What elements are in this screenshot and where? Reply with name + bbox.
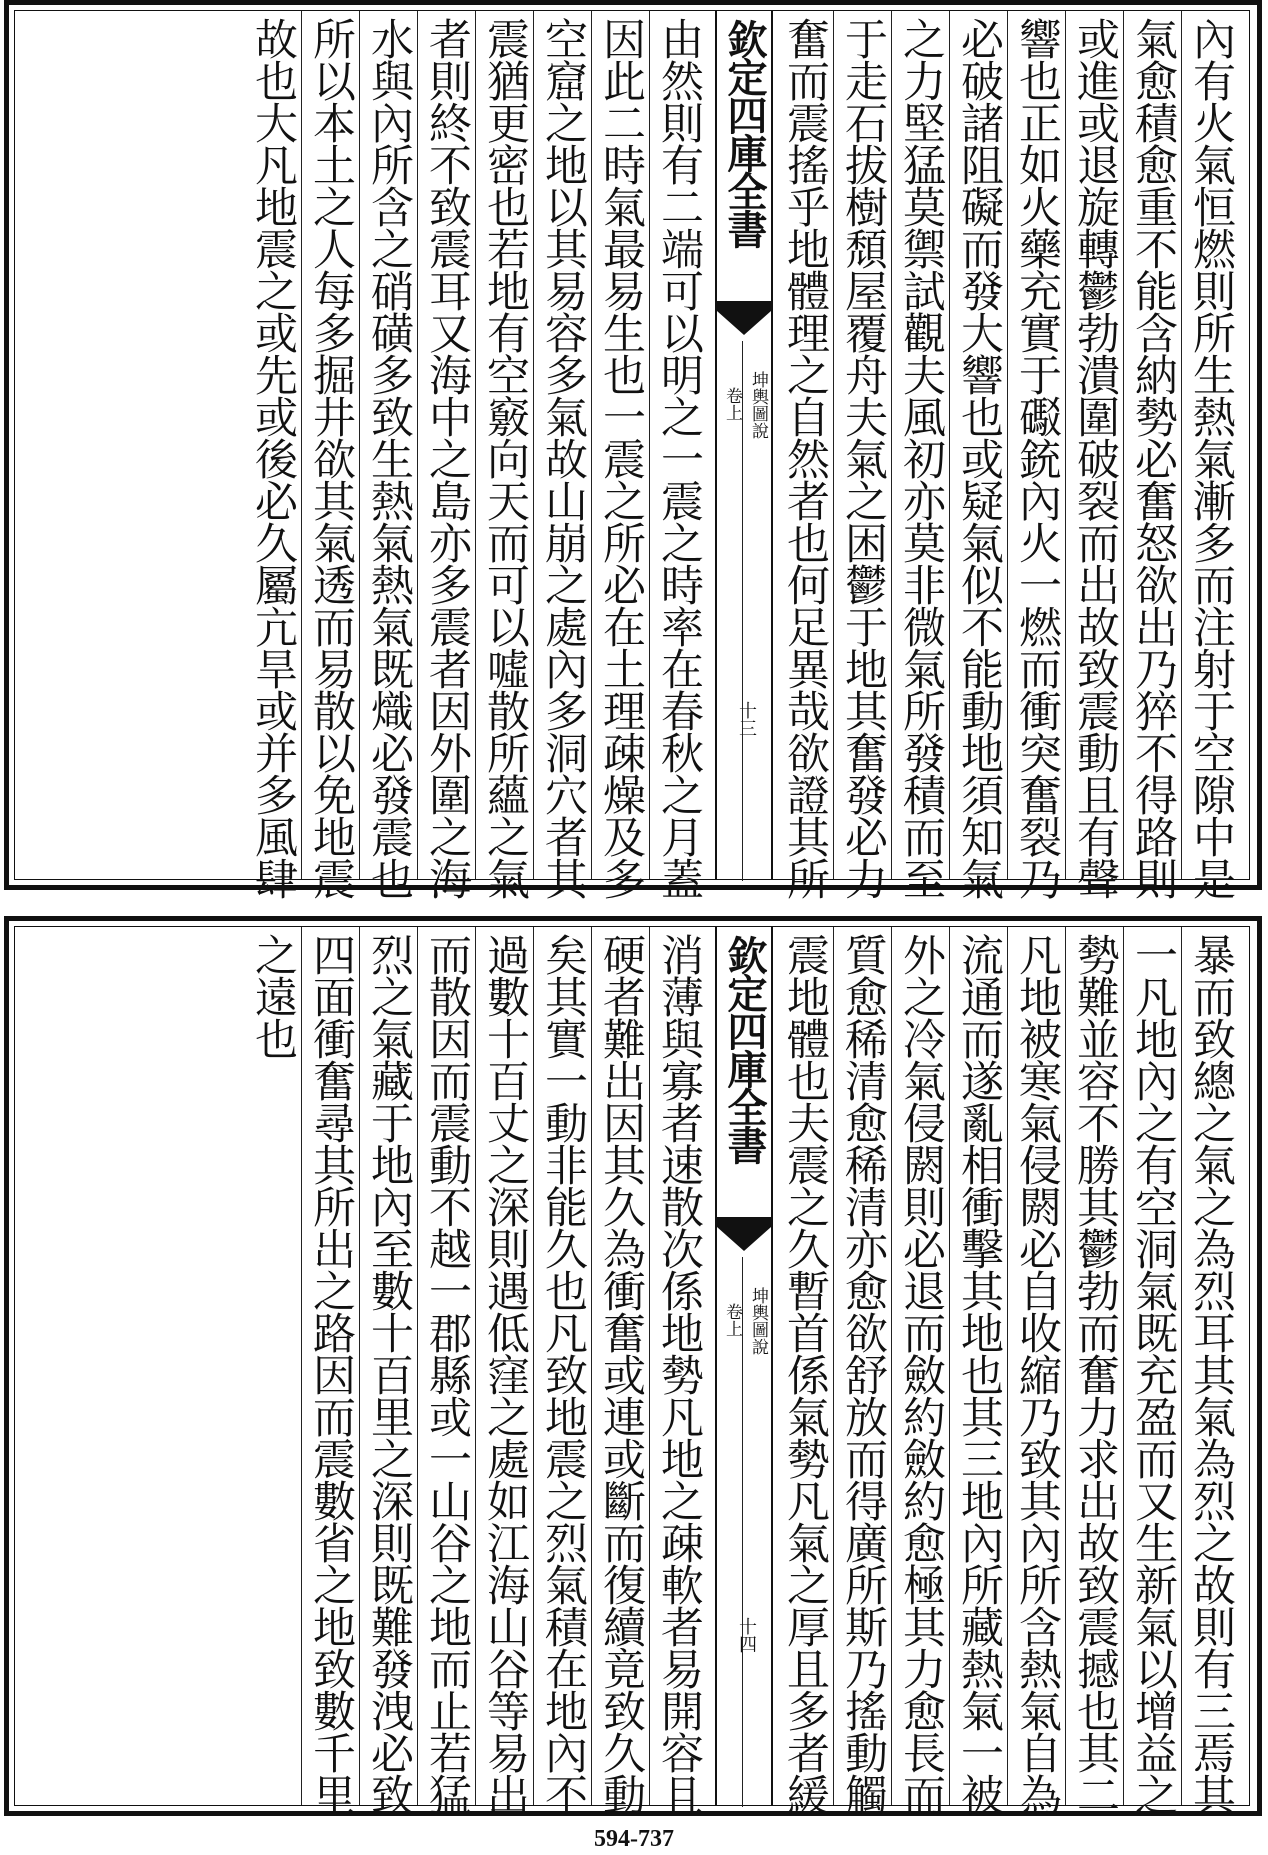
text-column — [363, 11, 415, 899]
column-text: 響也正如火藥充實于礟銃內火一燃而衝突奮裂乃 — [1012, 17, 1062, 899]
text-column — [1127, 11, 1179, 899]
volume-label: 卷上 — [722, 387, 742, 421]
column-text: 凡地被寒氣侵閼必自收縮乃致其內所含熱氣自為 — [1012, 933, 1062, 1815]
volume-label: 卷上 — [722, 1303, 742, 1337]
column-text: 或進或退旋轉鬱勃潰圍破裂而出故致震動且有聲 — [1070, 17, 1120, 899]
text-column — [1069, 927, 1121, 1815]
column-text: 由然則有二端可以明之一震之時率在春秋之月蓋 — [654, 17, 704, 899]
book-title: 欽定四庫全書 — [721, 935, 768, 1163]
text-column — [363, 927, 415, 1815]
column-rule — [1181, 11, 1182, 879]
text-column — [537, 927, 589, 1815]
column-text: 一凡地內之有空洞氣既充盈而又生新氣以增益之 — [1128, 933, 1178, 1815]
column-rule — [833, 927, 834, 1805]
center-fold — [715, 11, 773, 879]
book-title: 欽定四庫全書 — [721, 19, 768, 247]
text-column — [305, 927, 357, 1815]
column-text: 外之冷氣侵閼則必退而斂約斂約愈極其力愈長而 — [896, 933, 946, 1815]
column-rule — [1123, 11, 1124, 879]
column-text: 勢難並容不勝其鬱勃而奮力求出故致震撼也其二 — [1070, 933, 1120, 1815]
column-rule — [301, 927, 302, 1805]
text-column — [1069, 11, 1121, 899]
column-rule — [649, 927, 650, 1805]
column-text: 流通而遂亂相衝擊其地也其三地內所藏熱氣一被 — [954, 933, 1004, 1815]
column-text: 內有火氣恒燃則所生熱氣漸多而注射于空隙中是 — [1186, 17, 1236, 899]
column-rule — [417, 11, 418, 879]
top-page — [0, 0, 1268, 899]
text-column — [779, 927, 831, 1815]
column-rule — [417, 927, 418, 1805]
text-column — [837, 11, 889, 899]
column-text: 而散因而震動不越一郡縣或一山谷之地而止若猛 — [422, 933, 472, 1815]
column-rule — [359, 11, 360, 879]
column-rule — [475, 927, 476, 1805]
column-text: 震地體也夫震之久暫首係氣勢凡氣之厚且多者緩 — [780, 933, 830, 1815]
column-text: 消薄與寡者速散次係地勢凡地之疎軟者易開容且 — [654, 933, 704, 1815]
column-rule — [949, 11, 950, 879]
text-column — [305, 11, 357, 899]
column-text: 所以本土之人每多掘井欲其氣透而易散以免地震 — [306, 17, 356, 899]
bottom-page — [0, 916, 1268, 1830]
column-text: 之力堅猛莫禦試觀夫風初亦莫非微氣所發積而至 — [896, 17, 946, 899]
column-rule — [1065, 927, 1066, 1805]
column-rule — [359, 927, 360, 1805]
fishtail-mark — [717, 1217, 771, 1257]
column-text: 烈之氣藏于地內至數十百里之深則既難發洩必致 — [364, 933, 414, 1815]
text-column — [653, 11, 705, 899]
text-column — [421, 927, 473, 1815]
column-rule — [591, 927, 592, 1805]
text-column — [247, 11, 299, 899]
column-text: 過數十百丈之深則遇低窪之處如江海山谷等易出 — [480, 933, 530, 1815]
text-column — [595, 927, 647, 1815]
column-text: 暴而致總之氣之為烈耳其氣為烈之故則有三焉其 — [1186, 933, 1236, 1815]
column-text: 必破諸阻礙而發大響也或疑氣似不能動地須知氣 — [954, 17, 1004, 899]
column-rule — [649, 11, 650, 879]
top-page-inner-frame — [14, 10, 1250, 899]
text-column — [421, 11, 473, 899]
column-text: 四面衝奮尋其所出之路因而震數省之地致數千里 — [306, 933, 356, 1815]
text-column — [1011, 927, 1063, 1815]
column-rule — [533, 11, 534, 879]
page-number: 十三 — [736, 701, 757, 737]
column-text: 故也大凡地震之或先或後必久屬亢旱或并多風肆 — [248, 17, 298, 899]
column-text: 因此二時氣最易生也一震之所必在土理疎燥及多 — [596, 17, 646, 899]
column-text: 水與內所含之硝磺多致生熱氣熱氣既熾必發震也 — [364, 17, 414, 899]
fishtail-mark — [717, 301, 771, 341]
text-column — [953, 927, 1005, 1815]
text-column — [479, 927, 531, 1815]
text-column — [1011, 11, 1063, 899]
column-text: 之遠也 — [248, 933, 298, 1059]
text-column — [1127, 927, 1179, 1815]
column-rule — [833, 11, 834, 879]
column-rule — [475, 11, 476, 879]
column-text: 矣其實一動非能久也凡致地震之烈氣積在地內不 — [538, 933, 588, 1815]
text-column — [653, 927, 705, 1815]
column-rule — [533, 927, 534, 1805]
center-fold — [715, 927, 773, 1805]
column-text: 震猶更密也若地有空竅向天而可以噓散所蘊之氣 — [480, 17, 530, 899]
text-column — [595, 11, 647, 899]
column-rule — [1007, 11, 1008, 879]
text-column — [895, 927, 947, 1815]
column-rule — [891, 11, 892, 879]
column-rule — [1123, 927, 1124, 1805]
text-column — [837, 927, 889, 1815]
bottom-page-inner-frame — [14, 926, 1250, 1815]
column-rule — [891, 927, 892, 1805]
column-text: 氣愈積愈重不能含納勢必奮怒欲出乃猝不得路則 — [1128, 17, 1178, 899]
book-subtitle: 坤輿圖說 — [748, 1287, 768, 1355]
center-line — [742, 341, 743, 881]
column-rule — [949, 927, 950, 1805]
column-rule — [1181, 927, 1182, 1805]
column-text: 者則終不致震耳又海中之島亦多震者因外圍之海 — [422, 17, 472, 899]
column-text: 硬者難出因其久為衝奮或連或斷而復續竟致久動 — [596, 933, 646, 1815]
column-text: 質愈稀清愈稀清亦愈欲舒放而得廣所斯乃搖動觸 — [838, 933, 888, 1815]
page-reference-number: 594-737 — [594, 1826, 674, 1852]
center-line — [742, 1257, 743, 1807]
column-rule — [1007, 927, 1008, 1805]
text-column — [1185, 927, 1237, 1815]
text-column — [953, 11, 1005, 899]
column-rule — [1065, 11, 1066, 879]
column-rule — [301, 11, 302, 879]
text-column — [779, 11, 831, 899]
column-text: 奮而震搖乎地體理之自然者也何足異哉欲證其所 — [780, 17, 830, 899]
column-rule — [591, 11, 592, 879]
text-column — [1185, 11, 1237, 899]
book-subtitle: 坤輿圖說 — [748, 371, 768, 439]
column-text: 空窟之地以其易容多氣故山崩之處內多洞穴者其 — [538, 17, 588, 899]
page-number: 十四 — [736, 1617, 757, 1653]
text-column — [479, 11, 531, 899]
text-column — [247, 927, 299, 1805]
text-column — [537, 11, 589, 899]
text-column — [895, 11, 947, 899]
column-text: 于走石拔樹頹屋覆舟夫氣之困鬱于地其奮發必力 — [838, 17, 888, 899]
